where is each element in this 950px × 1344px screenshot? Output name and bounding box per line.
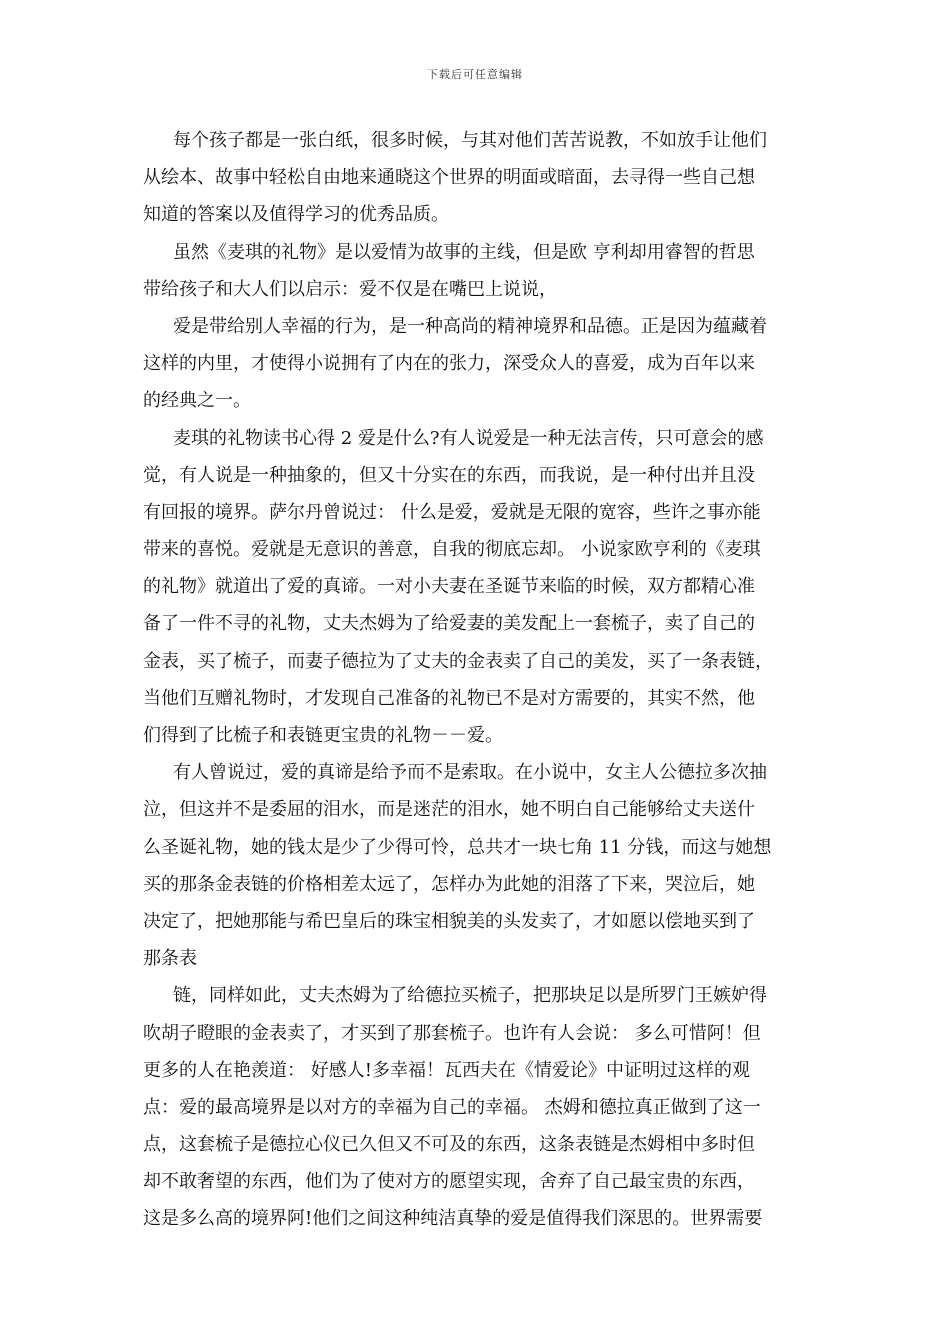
text-line: 带给孩子和大人们以启示：爱不仅是在嘴巴上说说， (143, 278, 557, 300)
text-line: 备了一件不寻的礼物，丈夫杰姆为了给爱妻的美发配上一套梳子，卖了自己的 (143, 613, 755, 635)
text-line: 有回报的境界。萨尔丹曾说过： 什么是爱，爱就是无限的宽容，些许之事亦能 (143, 501, 761, 523)
text-line: 买的那条金表链的价格相差太远了，怎样办为此她的泪落了下来，哭泣后，她 (143, 873, 755, 895)
text-line: 们得到了比梳子和表链更宝贵的礼物－－爱。 (143, 725, 503, 746)
page-header: 下载后可任意编辑 (427, 68, 523, 81)
text-line: 泣，但这并不是委屈的泪水，而是迷茫的泪水，她不明白自己能够给丈夫送什 (143, 799, 755, 821)
text-line: 金表，买了梳子，而妻子德拉为了丈夫的金表卖了自己的美发，买了一条表链， (143, 650, 773, 672)
text-line: 却不敢奢望的东西，他们为了使对方的愿望实现，舍弃了自己最宝贵的东西， (143, 1171, 755, 1193)
text-line: 那条表 (143, 948, 197, 970)
text-line: 当他们互赠礼物时，才发现自己准备的礼物已不是对方需要的，其实不然，他 (143, 687, 755, 709)
text-line: 么圣诞礼物，她的钱太是少了少得可怜，总共才一块七角 11 分钱，而这与她想 (143, 836, 772, 858)
text-line: 的礼物》就道出了爱的真谛。一对小夫妻在圣诞节来临的时候，双方都精心准 (143, 576, 755, 598)
text-line: 每个孩子都是一张白纸，很多时候，与其对他们苦苦说教，不如放手让他们 (173, 130, 767, 151)
text-line: 这是多么高的境界阿!他们之间这种纯洁真挚的爱是值得我们深思的。世界需要 (143, 1208, 763, 1230)
text-line: 点：爱的最高境界是以对方的幸福为自己的幸福。 杰姆和德拉真正做到了这一 (143, 1096, 761, 1118)
text-line: 更多的人在艳羡道： 好感人!多幸福！瓦西夫在《情爱论》中证明过这样的观 (143, 1059, 750, 1081)
text-line: 麦琪的礼物读书心得 2 爱是什么?有人说爱是一种无法言传，只可意会的感 (173, 427, 764, 449)
text-line: 爱是带给别人幸福的行为，是一种高尚的精神境界和品德。正是因为蕴藏着 (173, 315, 767, 337)
text-line: 吹胡子瞪眼的金表卖了，才买到了那套梳子。也许有人会说： 多么可惜阿！但 (143, 1022, 761, 1044)
text-line: 有人曾说过，爱的真谛是给予而不是索取。在小说中，女主人公德拉多次抽 (173, 762, 767, 784)
text-line: 知道的答案以及值得学习的优秀品质。 (143, 204, 449, 226)
text-line: 带来的喜悦。爱就是无意识的善意，自我的彻底忘却。 小说家欧亨利的《麦琪 (143, 539, 761, 561)
text-line: 虽然《麦琪的礼物》是以爱情为故事的主线，但是欧 亨利却用睿智的哲思 (173, 241, 755, 263)
text-line: 决定了，把她那能与希巴皇后的珠宝相貌美的头发卖了，才如愿以偿地买到了 (143, 910, 755, 932)
text-line: 点，这套梳子是德拉心仪已久但又不可及的东西，这条表链是杰姆相中多时但 (143, 1134, 755, 1156)
text-line: 觉，有人说是一种抽象的，但又十分实在的东西，而我说，是一种付出并且没 (143, 464, 755, 486)
text-line: 链，同样如此，丈夫杰姆为了给德拉买梳子，把那块足以是所罗门王嫉妒得 (173, 985, 767, 1007)
text-line: 从绘本、故事中轻松自由地来通晓这个世界的明面或暗面，去寻得一些自己想 (143, 167, 755, 189)
text-line: 的经典之一。 (143, 390, 251, 412)
text-line: 这样的内里，才使得小说拥有了内在的张力，深受众人的喜爱，成为百年以来 (143, 353, 755, 375)
document-body (143, 122, 823, 1238)
